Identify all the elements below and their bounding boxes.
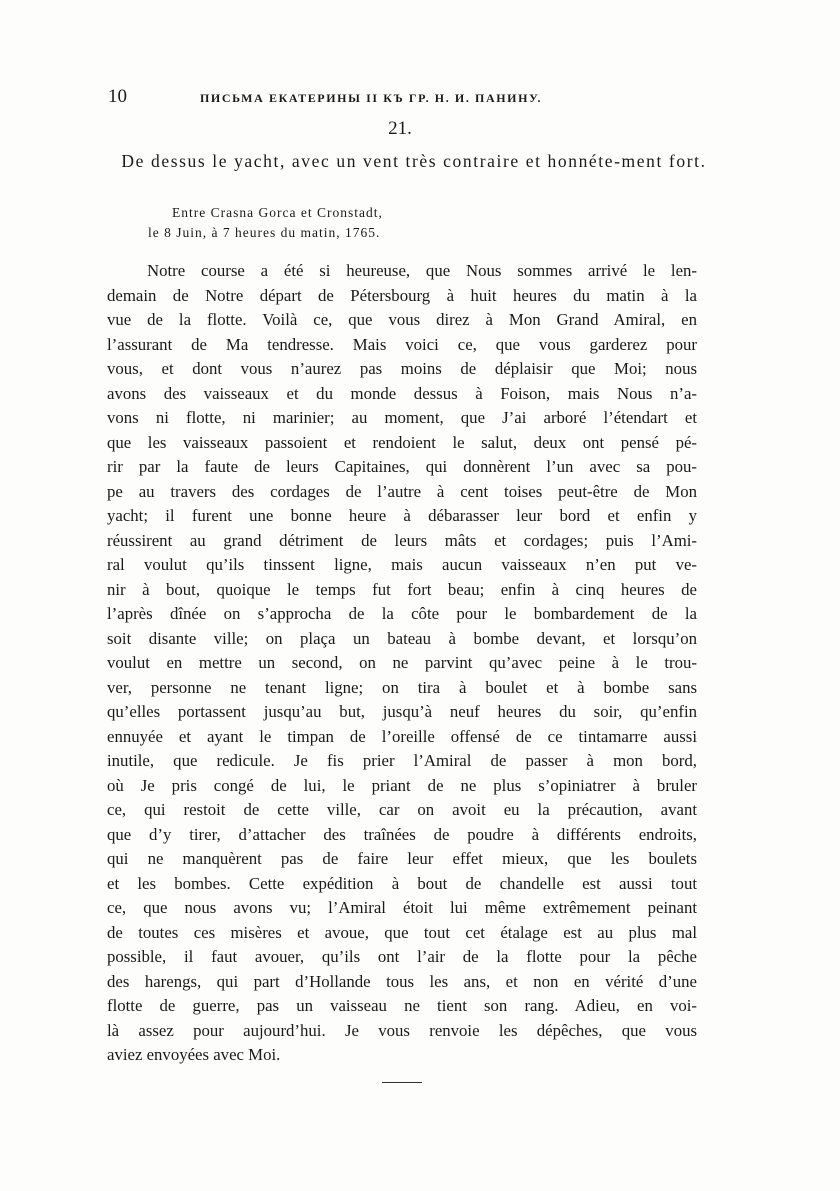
text-line: Notre course a été si heureuse, que Nous sommes arrivé le len- bbox=[147, 261, 697, 280]
letter-number: 21. bbox=[388, 118, 412, 139]
text-line: où Je pris congé de lui, le priant de ne plus s’opiniatrer à bruler bbox=[107, 775, 697, 795]
text-line: flotte de guerre, pas un vaisseau ne tient son rang. Adieu, en voi- bbox=[107, 996, 697, 1015]
text-line: yacht; il furent une bonne heure à débarasser leur bord et enfin y bbox=[107, 506, 697, 525]
text-line: pe au travers des cordages de l’autre à cent toises peut-être de Mon bbox=[107, 481, 697, 501]
text-line: inutile, que redicule. Je fis prier l’Amiral de passer à mon bord, bbox=[107, 751, 697, 770]
running-head: ПИСЬМА ЕКАТЕРИНЫ II КЪ ГР. Н. И. ПАНИНУ. bbox=[200, 91, 543, 105]
letter-body bbox=[107, 259, 697, 1068]
text-line: l’assurant de Ma tendresse. Mais voici ce, que vous garderez pour bbox=[107, 334, 697, 354]
text-line: vue de la flotte. Voilà ce, que vous direz à Mon Grand Amiral, en bbox=[107, 310, 697, 329]
text-line: voulut en mettre un second, on ne parvint qu’avec peine à le trou- bbox=[107, 653, 697, 672]
text-line: là assez pour aujourd’hui. Je vous renvoie les dépêches, que vous bbox=[107, 1020, 697, 1040]
text-line: des harengs, qui part d’Hollande tous les ans, et non en vérité d’une bbox=[107, 971, 697, 991]
text-line: soit disante ville; on plaça un bateau à bombe devant, et lorsqu’on bbox=[107, 628, 697, 648]
text-line: que d’y tirer, d’attacher des traînées de poudre à différents endroits, bbox=[107, 824, 697, 844]
text-line: qui ne manquèrent pas de faire leur effet mieux, que les boulets bbox=[107, 849, 697, 868]
dateline-place: Entre Crasna Gorca et Cronstadt, bbox=[172, 205, 383, 220]
text-line: de toutes ces misères et avoue, que tout cet étalage est au plus mal bbox=[107, 922, 697, 942]
text-line: l’après dînée on s’approcha de la côte pour le bombardement de la bbox=[107, 604, 697, 623]
text-line: que les vaisseaux passoient et rendoient le salut, deux ont pensé pé- bbox=[107, 432, 697, 452]
closing-rule bbox=[382, 1082, 422, 1083]
text-line: ce, que nous avons vu; l’Amiral étoit lui même extrêmement peinant bbox=[107, 898, 697, 917]
text-line: et les bombes. Cette expédition à bout de chandelle est aussi tout bbox=[107, 873, 697, 893]
text-line: ennuyée et ayant le timpan de l’oreille offensé de ce tintamarre aussi bbox=[107, 726, 697, 746]
text-line: ral voulut qu’ils tinssent ligne, mais aucun vaisseaux n’en put ve- bbox=[107, 555, 697, 574]
text-line: demain de Notre départ de Pétersbourg à huit heures du matin à la bbox=[107, 285, 697, 305]
text-line: vous, et dont vous n’aurez pas moins de déplaisir que Moi; nous bbox=[107, 359, 697, 378]
letter-heading: De dessus le yacht, avec un vent très contraire et honnéte-ment fort. bbox=[121, 151, 707, 171]
dateline bbox=[148, 203, 548, 243]
text-line: qu’elles portassent jusqu’au but, jusqu’à neuf heures du soir, qu’enfin bbox=[107, 702, 697, 721]
dateline-date: le 8 Juin, à 7 heures du matin, 1765. bbox=[148, 225, 381, 240]
text-line: possible, il faut avouer, qu’ils ont l’air de la flotte pour la pêche bbox=[107, 947, 697, 966]
text-line: rir par la faute de leurs Capitaines, qui donnèrent l’un avec sa pou- bbox=[107, 457, 697, 476]
text-line: réussirent au grand détriment de leurs mâts et cordages; puis l’Ami- bbox=[107, 530, 697, 550]
text-line: aviez envoyées avec Moi. bbox=[107, 1045, 281, 1064]
text-line: vons ni flotte, ni marinier; au moment, que J’ai arboré l’étendart et bbox=[107, 408, 697, 427]
text-line: nir à bout, quoique le temps fut fort beau; enfin à cinq heures de bbox=[107, 579, 697, 599]
text-line: ver, personne ne tenant ligne; on tira à boulet et à bombe sans bbox=[107, 677, 697, 697]
page-number: 10 bbox=[108, 86, 127, 107]
text-line: ce, qui restoit de cette ville, car on avoit eu la précaution, avant bbox=[107, 800, 697, 819]
text-line: avons des vaisseaux et du monde dessus à Foison, mais Nous n’a- bbox=[107, 383, 697, 403]
